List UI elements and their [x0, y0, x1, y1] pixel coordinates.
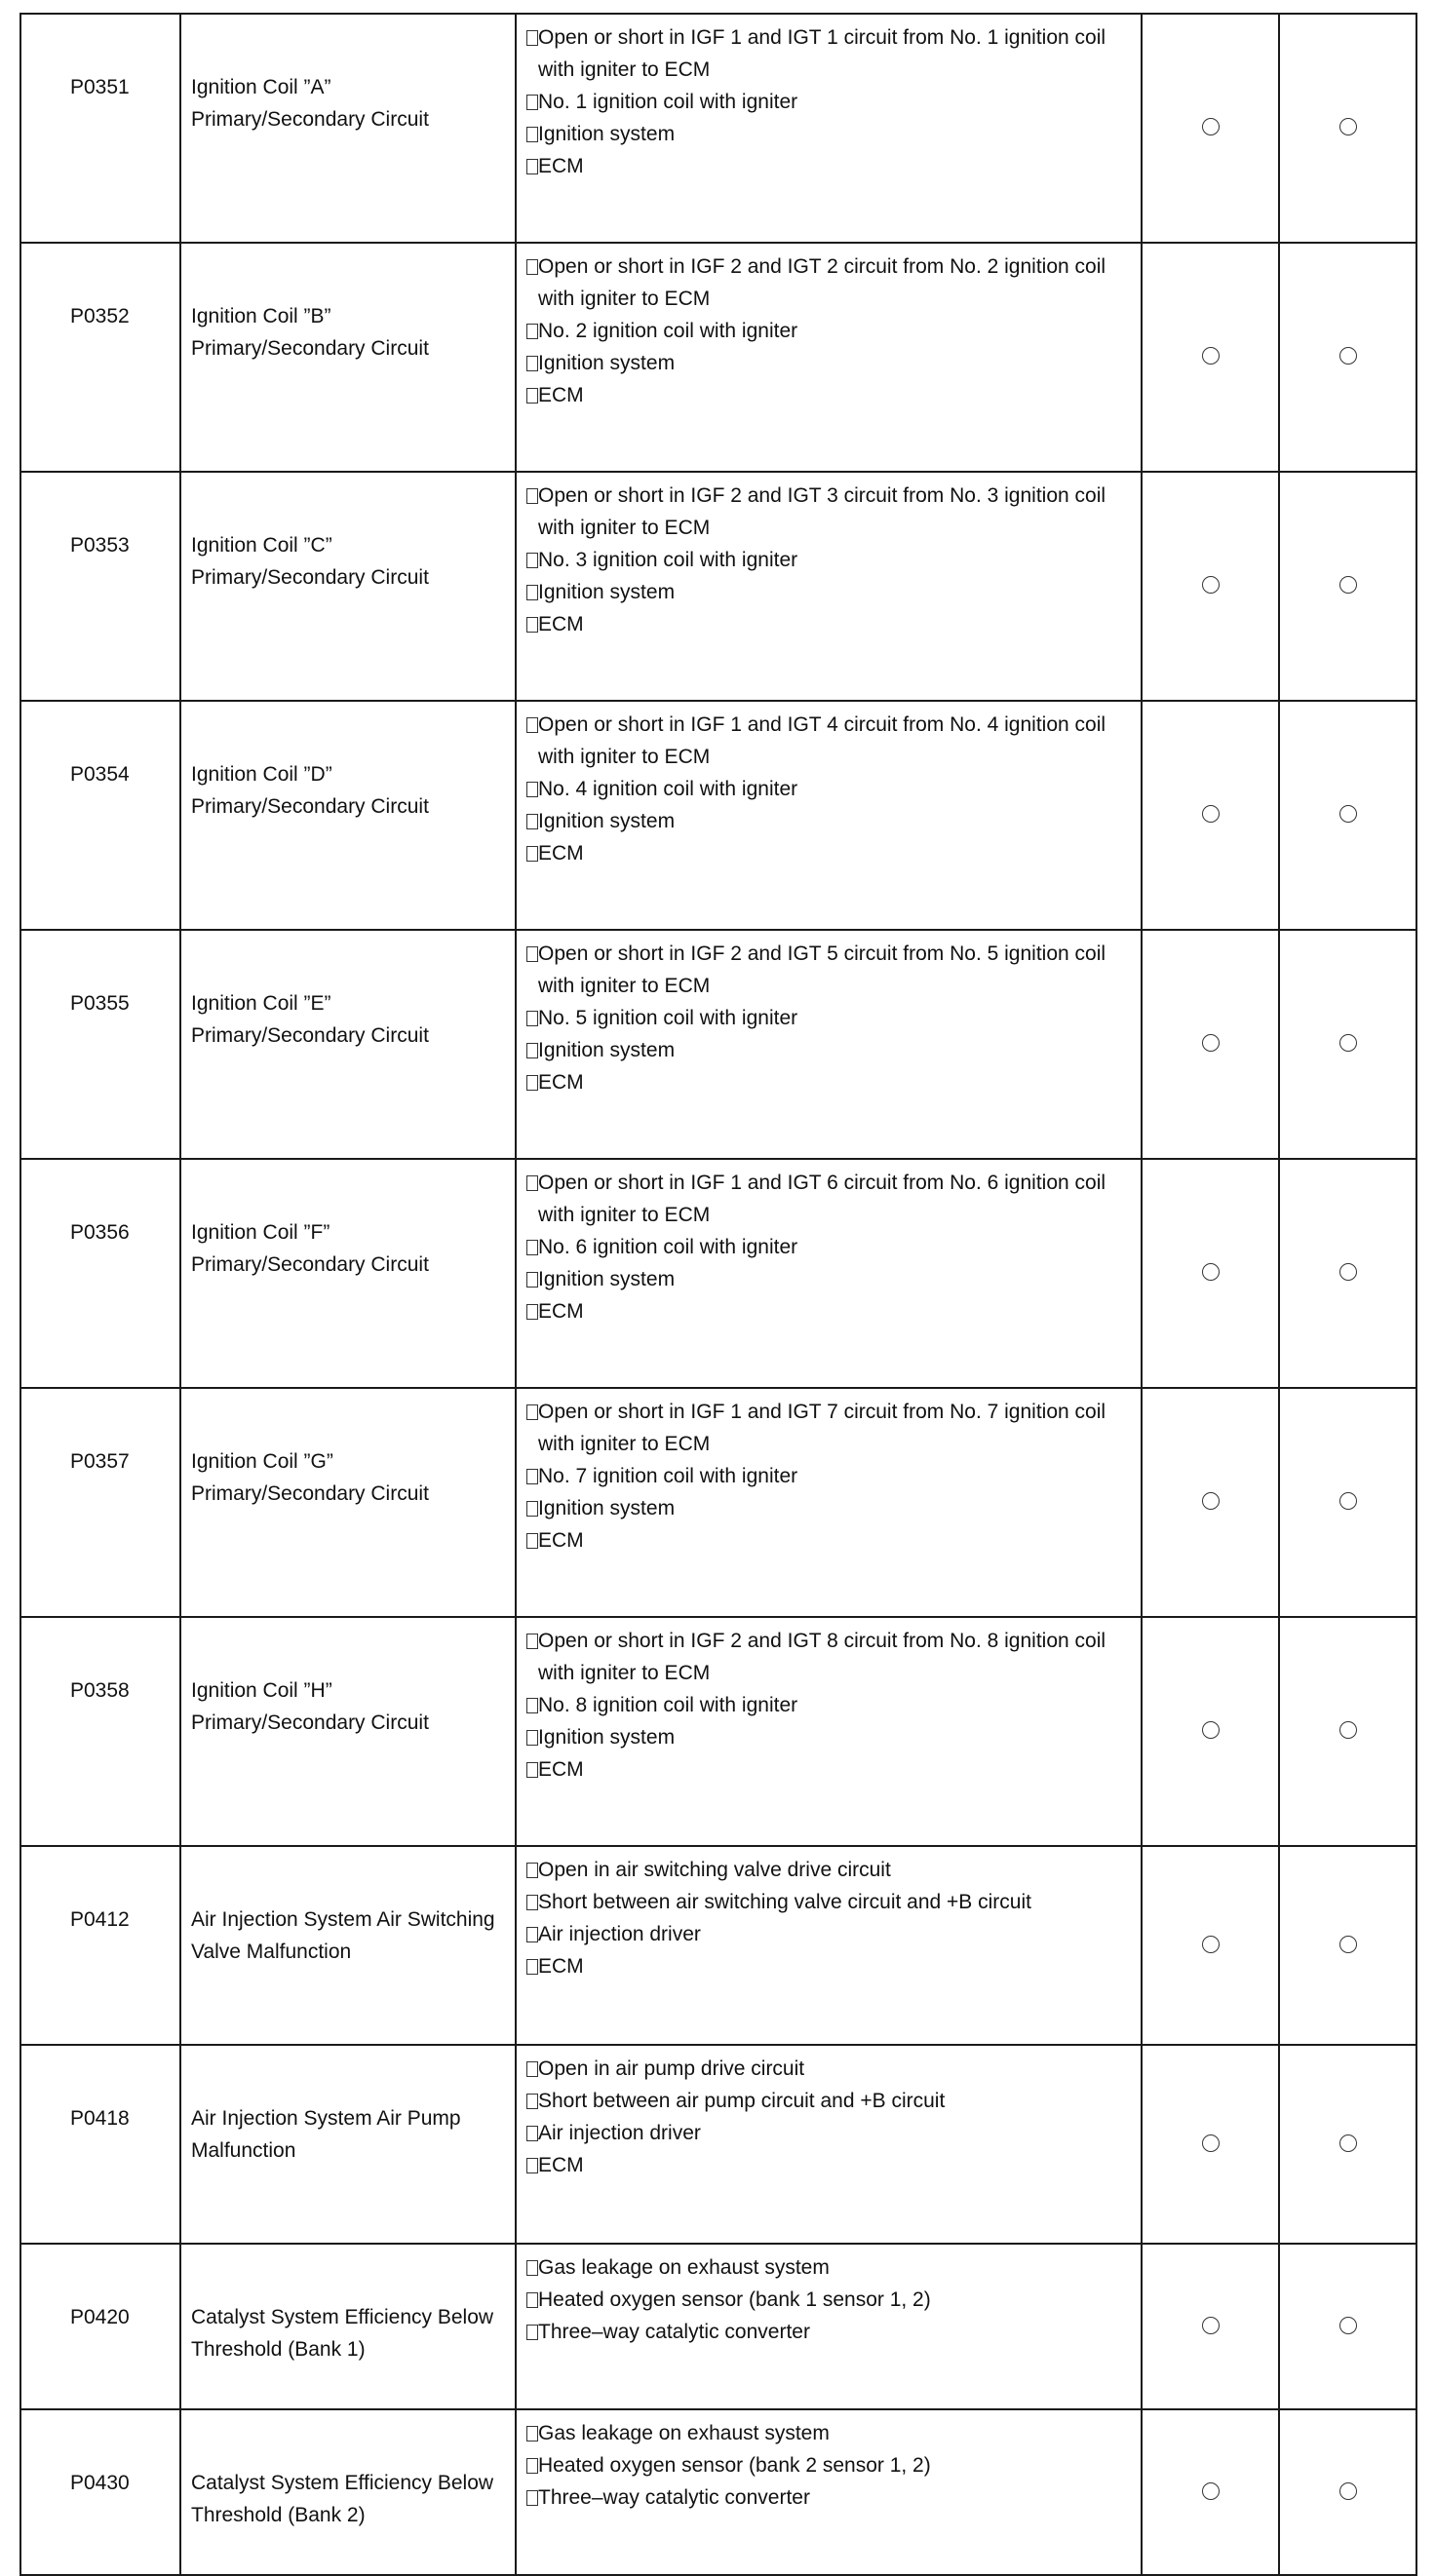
dtc-code: P0353	[20, 472, 180, 701]
checkbox-icon	[526, 30, 538, 46]
trouble-item: Ignition system	[526, 1034, 1135, 1066]
memory-cell	[1279, 1388, 1416, 1617]
mil-cell	[1142, 1388, 1279, 1617]
circle-mark-icon	[1339, 118, 1357, 135]
circle-mark-icon	[1339, 1492, 1357, 1510]
trouble-item: No. 8 ignition coil with igniter	[526, 1689, 1135, 1721]
trouble-item: Heated oxygen sensor (bank 1 sensor 1, 2)	[526, 2284, 1135, 2316]
table-row	[20, 1846, 1416, 2045]
table-row	[20, 701, 1416, 930]
trouble-item: Open or short in IGF 2 and IGT 8 circuit from No. 8 ignition coil with igniter to ECM	[526, 1625, 1135, 1689]
memory-cell	[1279, 930, 1416, 1159]
checkbox-icon	[526, 1240, 538, 1255]
checkbox-icon	[526, 1043, 538, 1058]
dtc-code: P0420	[20, 2244, 180, 2409]
circle-mark-icon	[1202, 1263, 1220, 1281]
circle-mark-icon	[1339, 576, 1357, 594]
dtc-code: P0354	[20, 701, 180, 930]
checkbox-icon	[526, 1730, 538, 1746]
mil-cell	[1142, 930, 1279, 1159]
checkbox-icon	[526, 2094, 538, 2109]
trouble-area	[516, 243, 1142, 472]
checkbox-icon	[526, 2458, 538, 2474]
dtc-table	[19, 13, 1417, 2576]
detection-item: Air Injection System Air Pump Malfunction	[180, 2045, 516, 2244]
checkbox-icon	[526, 2325, 538, 2340]
mil-cell	[1142, 1617, 1279, 1846]
circle-mark-icon	[1339, 2482, 1357, 2500]
checkbox-icon	[526, 388, 538, 404]
memory-cell	[1279, 14, 1416, 243]
checkbox-icon	[526, 2426, 538, 2441]
checkbox-icon	[526, 717, 538, 733]
table-row	[20, 1159, 1416, 1388]
detection-item: Catalyst System Efficiency Below Threshold (Bank 2)	[180, 2409, 516, 2575]
checkbox-icon	[526, 846, 538, 862]
mil-cell	[1142, 701, 1279, 930]
trouble-item: Open in air switching valve drive circuit	[526, 1854, 1135, 1886]
trouble-area	[516, 14, 1142, 243]
trouble-item: Gas leakage on exhaust system	[526, 2417, 1135, 2449]
circle-mark-icon	[1339, 2317, 1357, 2334]
memory-cell	[1279, 2244, 1416, 2409]
trouble-item: ECM	[526, 1753, 1135, 1786]
mil-cell	[1142, 1159, 1279, 1388]
table-row	[20, 2045, 1416, 2244]
circle-mark-icon	[1202, 576, 1220, 594]
dtc-code: P0351	[20, 14, 180, 243]
detection-item: Ignition Coil ”E” Primary/Secondary Circuit	[180, 930, 516, 1159]
detection-item: Ignition Coil ”F” Primary/Secondary Circuit	[180, 1159, 516, 1388]
trouble-item: ECM	[526, 608, 1135, 640]
dtc-code: P0358	[20, 1617, 180, 1846]
detection-item: Ignition Coil ”D” Primary/Secondary Circuit	[180, 701, 516, 930]
checkbox-icon	[526, 1075, 538, 1091]
trouble-item: Ignition system	[526, 118, 1135, 150]
checkbox-icon	[526, 1698, 538, 1713]
trouble-item: Open or short in IGF 1 and IGT 6 circuit from No. 6 ignition coil with igniter to ECM	[526, 1167, 1135, 1231]
trouble-item: Open or short in IGF 1 and IGT 7 circuit from No. 7 ignition coil with igniter to ECM	[526, 1396, 1135, 1460]
memory-cell	[1279, 1846, 1416, 2045]
checkbox-icon	[526, 1533, 538, 1549]
checkbox-icon	[526, 2158, 538, 2173]
checkbox-icon	[526, 127, 538, 142]
trouble-item: Open or short in IGF 2 and IGT 5 circuit from No. 5 ignition coil with igniter to ECM	[526, 938, 1135, 1002]
trouble-item: Short between air switching valve circuit and +B circuit	[526, 1886, 1135, 1918]
circle-mark-icon	[1339, 805, 1357, 823]
circle-mark-icon	[1202, 2317, 1220, 2334]
trouble-item: Ignition system	[526, 1263, 1135, 1295]
memory-cell	[1279, 701, 1416, 930]
trouble-item: Air injection driver	[526, 2117, 1135, 2149]
trouble-item: Open or short in IGF 1 and IGT 4 circuit from No. 4 ignition coil with igniter to ECM	[526, 709, 1135, 773]
dtc-code: P0412	[20, 1846, 180, 2045]
trouble-area	[516, 701, 1142, 930]
trouble-area	[516, 1846, 1142, 2045]
detection-item: Ignition Coil ”A” Primary/Secondary Circuit	[180, 14, 516, 243]
circle-mark-icon	[1202, 118, 1220, 135]
dtc-code: P0418	[20, 2045, 180, 2244]
checkbox-icon	[526, 1959, 538, 1975]
memory-cell	[1279, 472, 1416, 701]
trouble-item: Gas leakage on exhaust system	[526, 2251, 1135, 2284]
checkbox-icon	[526, 946, 538, 962]
trouble-item: ECM	[526, 2149, 1135, 2181]
memory-cell	[1279, 1159, 1416, 1388]
trouble-item: Ignition system	[526, 347, 1135, 379]
trouble-item: No. 6 ignition coil with igniter	[526, 1231, 1135, 1263]
trouble-item: Ignition system	[526, 1492, 1135, 1524]
checkbox-icon	[526, 814, 538, 829]
circle-mark-icon	[1339, 1034, 1357, 1052]
table-row	[20, 1617, 1416, 1846]
circle-mark-icon	[1339, 1721, 1357, 1739]
mil-cell	[1142, 472, 1279, 701]
checkbox-icon	[526, 1469, 538, 1484]
dtc-code: P0352	[20, 243, 180, 472]
trouble-item: ECM	[526, 150, 1135, 182]
mil-cell	[1142, 2244, 1279, 2409]
circle-mark-icon	[1202, 1034, 1220, 1052]
trouble-area	[516, 1159, 1142, 1388]
trouble-item: ECM	[526, 379, 1135, 411]
trouble-item: No. 4 ignition coil with igniter	[526, 773, 1135, 805]
checkbox-icon	[526, 1011, 538, 1026]
trouble-item: ECM	[526, 1524, 1135, 1557]
dtc-code: P0356	[20, 1159, 180, 1388]
checkbox-icon	[526, 585, 538, 600]
mil-cell	[1142, 2045, 1279, 2244]
trouble-item: ECM	[526, 1295, 1135, 1327]
trouble-area	[516, 2409, 1142, 2575]
detection-item: Ignition Coil ”G” Primary/Secondary Circuit	[180, 1388, 516, 1617]
trouble-area	[516, 2244, 1142, 2409]
checkbox-icon	[526, 1634, 538, 1649]
trouble-item: Three–way catalytic converter	[526, 2481, 1135, 2514]
trouble-item: No. 7 ignition coil with igniter	[526, 1460, 1135, 1492]
table-row	[20, 1388, 1416, 1617]
table-row	[20, 243, 1416, 472]
checkbox-icon	[526, 782, 538, 797]
checkbox-icon	[526, 1272, 538, 1288]
trouble-area	[516, 472, 1142, 701]
detection-item: Ignition Coil ”H” Primary/Secondary Circuit	[180, 1617, 516, 1846]
mil-cell	[1142, 2409, 1279, 2575]
checkbox-icon	[526, 1501, 538, 1517]
trouble-item: Ignition system	[526, 805, 1135, 837]
trouble-area	[516, 2045, 1142, 2244]
memory-cell	[1279, 243, 1416, 472]
circle-mark-icon	[1339, 2134, 1357, 2152]
detection-item: Air Injection System Air Switching Valve Malfunction	[180, 1846, 516, 2045]
checkbox-icon	[526, 356, 538, 371]
circle-mark-icon	[1202, 2482, 1220, 2500]
memory-cell	[1279, 1617, 1416, 1846]
checkbox-icon	[526, 617, 538, 633]
mil-cell	[1142, 243, 1279, 472]
memory-cell	[1279, 2045, 1416, 2244]
table-row	[20, 2244, 1416, 2409]
trouble-item: ECM	[526, 837, 1135, 869]
trouble-item: ECM	[526, 1066, 1135, 1098]
detection-item: Catalyst System Efficiency Below Threshold (Bank 1)	[180, 2244, 516, 2409]
checkbox-icon	[526, 1404, 538, 1420]
table-row	[20, 472, 1416, 701]
circle-mark-icon	[1202, 1721, 1220, 1739]
checkbox-icon	[526, 2292, 538, 2308]
trouble-item: Ignition system	[526, 1721, 1135, 1753]
trouble-item: Three–way catalytic converter	[526, 2316, 1135, 2348]
checkbox-icon	[526, 95, 538, 110]
checkbox-icon	[526, 259, 538, 275]
trouble-item: Open or short in IGF 2 and IGT 2 circuit from No. 2 ignition coil with igniter to ECM	[526, 250, 1135, 315]
checkbox-icon	[526, 2260, 538, 2276]
trouble-item: No. 3 ignition coil with igniter	[526, 544, 1135, 576]
checkbox-icon	[526, 2126, 538, 2141]
circle-mark-icon	[1202, 805, 1220, 823]
checkbox-icon	[526, 2490, 538, 2506]
dtc-code: P0355	[20, 930, 180, 1159]
detection-item: Ignition Coil ”C” Primary/Secondary Circuit	[180, 472, 516, 701]
detection-item: Ignition Coil ”B” Primary/Secondary Circuit	[180, 243, 516, 472]
checkbox-icon	[526, 1175, 538, 1191]
trouble-item: Ignition system	[526, 576, 1135, 608]
trouble-area	[516, 1388, 1142, 1617]
trouble-item: No. 2 ignition coil with igniter	[526, 315, 1135, 347]
dtc-code: P0357	[20, 1388, 180, 1617]
checkbox-icon	[526, 1762, 538, 1778]
checkbox-icon	[526, 159, 538, 174]
table-row	[20, 930, 1416, 1159]
dtc-code: P0430	[20, 2409, 180, 2575]
checkbox-icon	[526, 324, 538, 339]
trouble-item: Heated oxygen sensor (bank 2 sensor 1, 2)	[526, 2449, 1135, 2481]
mil-cell	[1142, 14, 1279, 243]
circle-mark-icon	[1339, 1936, 1357, 1953]
checkbox-icon	[526, 2061, 538, 2077]
table-row	[20, 14, 1416, 243]
trouble-item: Short between air pump circuit and +B circuit	[526, 2085, 1135, 2117]
circle-mark-icon	[1202, 1936, 1220, 1953]
trouble-item: No. 5 ignition coil with igniter	[526, 1002, 1135, 1034]
trouble-item: Open or short in IGF 2 and IGT 3 circuit from No. 3 ignition coil with igniter to ECM	[526, 480, 1135, 544]
trouble-item: ECM	[526, 1950, 1135, 1982]
checkbox-icon	[526, 1863, 538, 1878]
trouble-area	[516, 1617, 1142, 1846]
circle-mark-icon	[1202, 1492, 1220, 1510]
checkbox-icon	[526, 1304, 538, 1320]
mil-cell	[1142, 1846, 1279, 2045]
memory-cell	[1279, 2409, 1416, 2575]
circle-mark-icon	[1339, 1263, 1357, 1281]
trouble-area	[516, 930, 1142, 1159]
checkbox-icon	[526, 1927, 538, 1942]
trouble-item: Open in air pump drive circuit	[526, 2053, 1135, 2085]
checkbox-icon	[526, 553, 538, 568]
trouble-item: No. 1 ignition coil with igniter	[526, 86, 1135, 118]
circle-mark-icon	[1339, 347, 1357, 365]
trouble-item: Air injection driver	[526, 1918, 1135, 1950]
trouble-item: Open or short in IGF 1 and IGT 1 circuit from No. 1 ignition coil with igniter to ECM	[526, 21, 1135, 86]
table-row	[20, 2409, 1416, 2575]
circle-mark-icon	[1202, 2134, 1220, 2152]
circle-mark-icon	[1202, 347, 1220, 365]
checkbox-icon	[526, 488, 538, 504]
